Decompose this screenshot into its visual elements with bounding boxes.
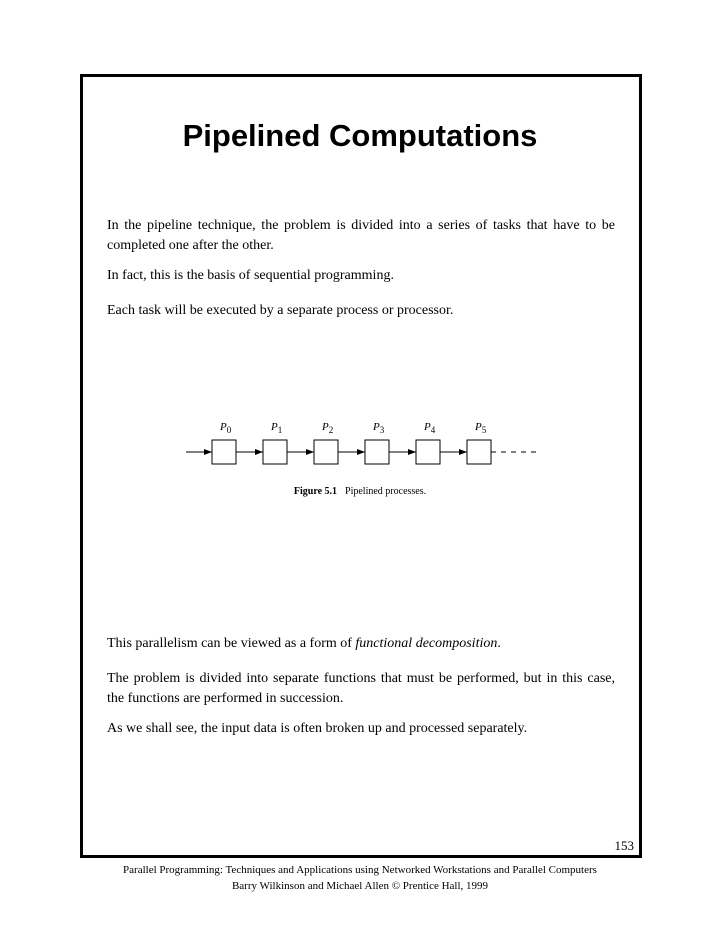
page-title: Pipelined Computations [182,118,538,153]
paragraph-functional-decomposition [107,634,615,654]
figure-caption-label: Figure 5.1 [293,486,338,497]
footer-line-1: Parallel Programming: Techniques and Applications using Networked Workstations and Parallel Computers [123,864,597,876]
paragraph-text: This parallelism can be viewed as a form of [107,636,356,651]
paragraph-text: . [497,636,501,651]
paragraph-separate-process: Each task will be executed by a separate process or processor. [107,303,454,318]
emphasis-term: functional decomposition [355,636,498,651]
process-box-3 [365,440,389,464]
process-label-3: $P_3$ [373,421,385,435]
process-box-1 [263,440,287,464]
process-box-2 [314,440,338,464]
footer [0,862,720,894]
pipeline-diagram [0,410,720,480]
page-number: 153 [614,838,634,853]
figure-caption [0,486,720,497]
paragraph-input-data: As we shall see, the input data is often broken up and processed separately. [107,721,528,736]
process-label-5: $P_5$ [475,421,487,435]
process-subscript-0: 0 [226,425,232,435]
paragraph-succession: The problem is divided into separate functions that must be performed, but in this case, the functions are performed in succession. [107,671,615,706]
process-label-1: $P_1$ [271,421,283,435]
process-box-0 [212,440,236,464]
process-label-0: $P_0$ [220,421,232,435]
process-subscript-1: 1 [277,425,283,435]
process-subscript-4: 4 [430,425,436,435]
process-box-4 [416,440,440,464]
process-label-2: $P_2$ [322,421,334,435]
process-subscript-5: 5 [481,425,487,435]
figure-caption-text: Pipelined processes. [345,486,427,497]
process-subscript-3: 3 [379,425,385,435]
paragraph-sequential: In fact, this is the basis of sequential programming. [107,268,394,283]
process-subscript-2: 2 [328,425,334,435]
process-label-4: $P_4$ [424,421,436,435]
paragraph-pipeline-intro: In the pipeline technique, the problem is divided into a series of tasks that have to be completed one after the other. [107,218,615,253]
process-box-5 [467,440,491,464]
footer-line-2: Barry Wilkinson and Michael Allen © Prentice Hall, 1999 [231,880,489,892]
